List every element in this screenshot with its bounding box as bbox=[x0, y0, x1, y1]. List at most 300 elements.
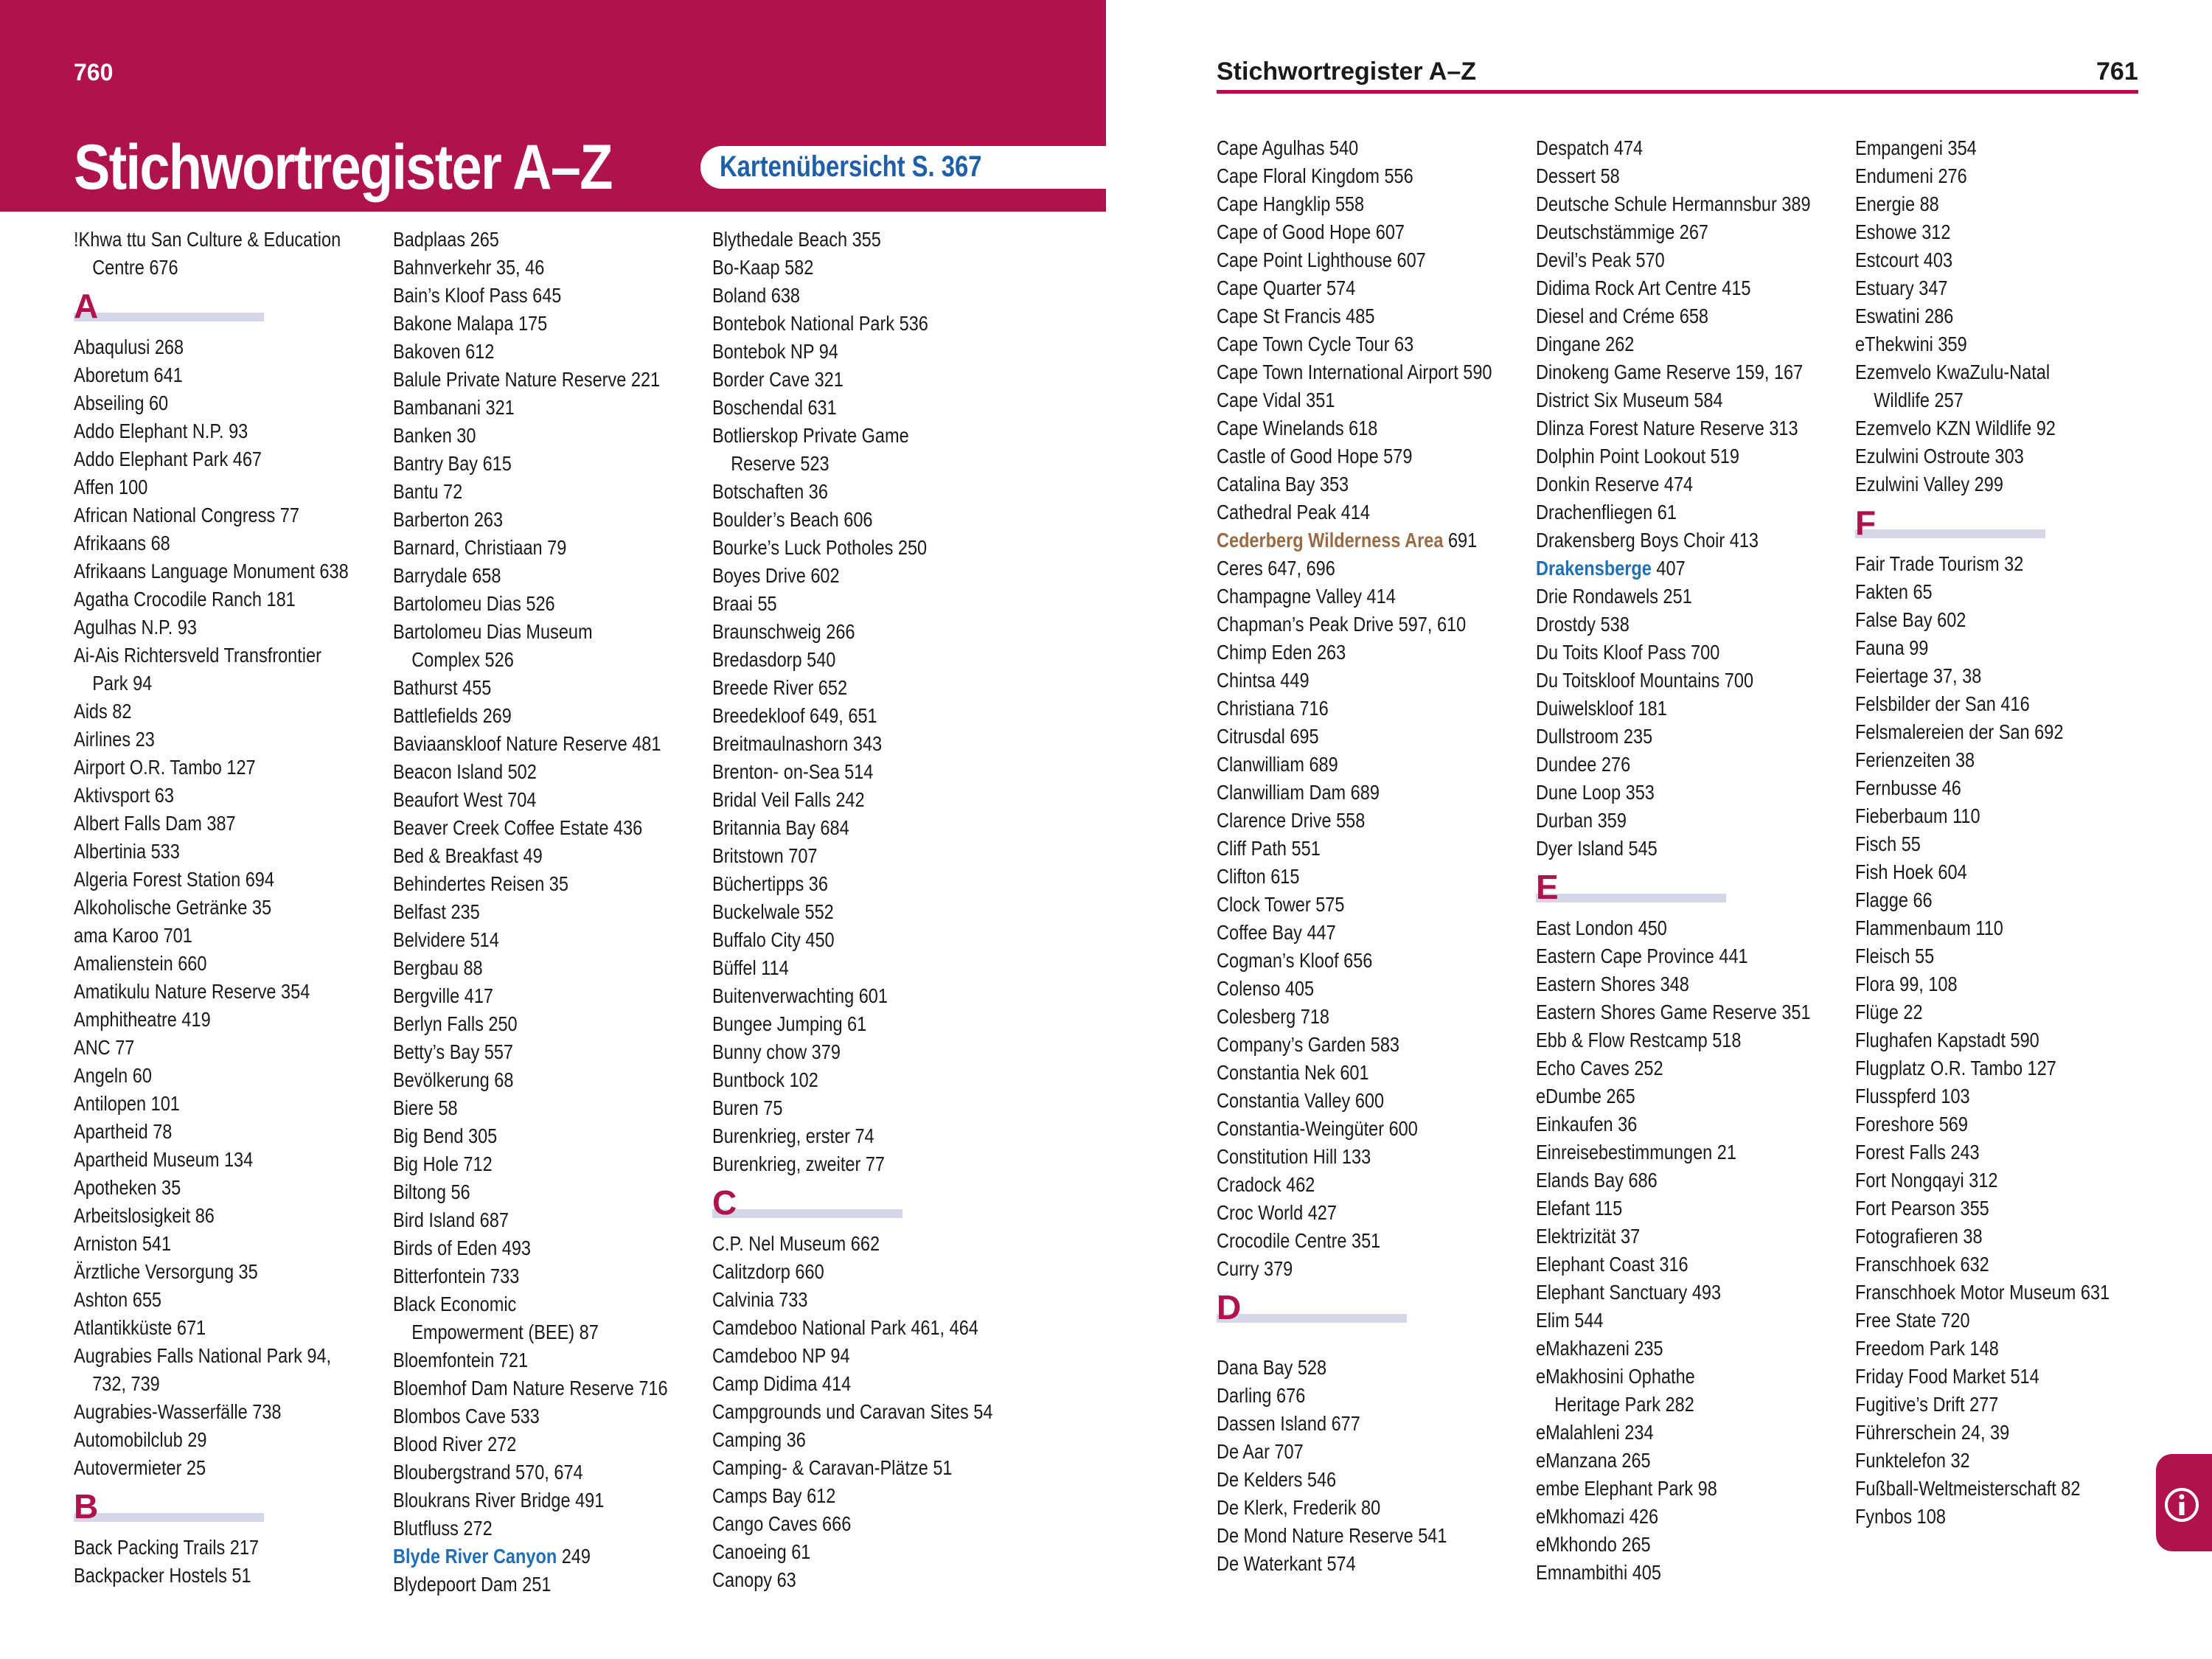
letter-heading-char: C bbox=[712, 1183, 737, 1222]
index-entry: Fort Pearson 355 bbox=[1855, 1197, 1989, 1220]
index-entry: Bloukrans River Bridge 491 bbox=[393, 1489, 605, 1512]
index-entry: Behindertes Reisen 35 bbox=[393, 872, 568, 895]
index-entry: Fauna 99 bbox=[1855, 636, 1929, 659]
index-entry: Burenkrieg, zweiter 77 bbox=[712, 1152, 886, 1175]
index-entry: Barberton 263 bbox=[393, 508, 504, 531]
index-entry: Blydepoort Dam 251 bbox=[393, 1573, 552, 1596]
index-entry: Cape Agulhas 540 bbox=[1217, 136, 1359, 159]
letter-heading-bar bbox=[712, 1209, 902, 1218]
index-entry: Bo-Kaap 582 bbox=[712, 256, 814, 279]
index-column-4 bbox=[1217, 134, 1534, 1578]
running-head: Stichwortregister A–Z bbox=[1217, 58, 1477, 86]
index-entry: Bantu 72 bbox=[393, 480, 463, 503]
index-entry: Felsmalereien der San 692 bbox=[1855, 720, 2064, 743]
index-entry: Dullstroom 235 bbox=[1536, 725, 1653, 748]
letter-heading bbox=[1536, 868, 1853, 911]
index-entry: Bitterfontein 733 bbox=[393, 1265, 520, 1287]
header-rule bbox=[1217, 90, 2138, 94]
index-entry-highlight: Blyde River Canyon bbox=[393, 1545, 557, 1568]
index-entry: !Khwa ttu San Culture & Education Centre 676 bbox=[74, 228, 341, 279]
letter-heading-char: F bbox=[1855, 504, 1877, 542]
index-entry: Braai 55 bbox=[712, 592, 777, 615]
index-entry: Britannia Bay 684 bbox=[712, 816, 849, 839]
index-entry: Bahnverkehr 35, 46 bbox=[393, 256, 545, 279]
index-entry: Augrabies-Wasserfälle 738 bbox=[74, 1400, 282, 1423]
index-entry: Bloemhof Dam Nature Reserve 716 bbox=[393, 1377, 668, 1399]
index-entry: Atlantikküste 671 bbox=[74, 1316, 206, 1339]
index-entry: Blutfluss 272 bbox=[393, 1517, 493, 1540]
letter-heading-char: B bbox=[74, 1487, 99, 1526]
index-entry: Coffee Bay 447 bbox=[1217, 921, 1336, 944]
index-entry: Bartolomeu Dias 526 bbox=[393, 592, 555, 615]
index-entry: Fleisch 55 bbox=[1855, 945, 1935, 967]
index-entry: Fair Trade Tourism 32 bbox=[1855, 552, 2024, 575]
index-entry: Forest Falls 243 bbox=[1855, 1141, 1980, 1164]
index-entry: Franschhoek 632 bbox=[1855, 1253, 1989, 1276]
index-entry: Afrikaans Language Monument 638 bbox=[74, 560, 349, 582]
index-entry: Addo Elephant N.P. 93 bbox=[74, 420, 248, 442]
letter-heading-char: A bbox=[74, 287, 99, 325]
index-entry: Einkaufen 36 bbox=[1536, 1113, 1638, 1135]
index-entry: Boschendal 631 bbox=[712, 396, 837, 419]
index-entry: Campgrounds und Caravan Sites 54 bbox=[712, 1400, 993, 1423]
index-entry: De Waterkant 574 bbox=[1217, 1552, 1356, 1575]
index-entry: Blythedale Beach 355 bbox=[712, 228, 881, 251]
index-entry: Ceres 647, 696 bbox=[1217, 557, 1335, 580]
index-entry: Camdeboo NP 94 bbox=[712, 1344, 850, 1367]
index-entry: Estuary 347 bbox=[1855, 276, 1948, 299]
index-entry: Barnard, Christiaan 79 bbox=[393, 536, 567, 559]
index-entry-pages: 249 bbox=[557, 1545, 591, 1568]
index-entry: Apartheid Museum 134 bbox=[74, 1148, 254, 1171]
index-entry: De Klerk, Frederik 80 bbox=[1217, 1496, 1381, 1519]
index-entry: Boulder’s Beach 606 bbox=[712, 508, 873, 531]
map-overview-label: Kartenübersicht S. 367 bbox=[720, 150, 982, 183]
index-entry: Constantia Nek 601 bbox=[1217, 1061, 1369, 1084]
index-entry: Breitmaulnashorn 343 bbox=[712, 732, 883, 755]
index-entry: Augrabies Falls National Park 94, 732, 739 bbox=[74, 1344, 332, 1395]
index-entry: Clarence Drive 558 bbox=[1217, 809, 1366, 832]
index-entry: Energie 88 bbox=[1855, 192, 1939, 215]
index-entry: Ezulwini Valley 299 bbox=[1855, 473, 2003, 495]
index-entry: Clifton 615 bbox=[1217, 865, 1300, 888]
index-entry: Border Cave 321 bbox=[712, 368, 844, 391]
index-entry: Flammenbaum 110 bbox=[1855, 917, 2003, 939]
index-entry: Flugplatz O.R. Tambo 127 bbox=[1855, 1057, 2056, 1079]
index-entry: Cape Floral Kingdom 556 bbox=[1217, 164, 1413, 187]
index-entry: Britstown 707 bbox=[712, 844, 818, 867]
index-entry: Curry 379 bbox=[1217, 1257, 1293, 1280]
index-entry: Beacon Island 502 bbox=[393, 760, 537, 783]
index-entry: Bontebok NP 94 bbox=[712, 340, 838, 363]
index-entry: Afrikaans 68 bbox=[74, 532, 170, 554]
index-entry: Cape Winelands 618 bbox=[1217, 417, 1378, 439]
index-entry: Friday Food Market 514 bbox=[1855, 1365, 2039, 1388]
letter-heading bbox=[712, 1183, 1029, 1227]
letter-heading-bar bbox=[1855, 529, 2045, 538]
index-entry: Cradock 462 bbox=[1217, 1173, 1315, 1196]
index-entry: East London 450 bbox=[1536, 917, 1667, 939]
index-entry: Breede River 652 bbox=[712, 676, 848, 699]
index-entry: Eastern Shores Game Reserve 351 bbox=[1536, 1001, 1811, 1023]
letter-heading-bar bbox=[1536, 894, 1726, 902]
index-entry: Agulhas N.P. 93 bbox=[74, 616, 197, 639]
index-entry: Cogman’s Kloof 656 bbox=[1217, 949, 1373, 972]
index-entry: Castle of Good Hope 579 bbox=[1217, 445, 1413, 467]
index-entry: Agatha Crocodile Ranch 181 bbox=[74, 588, 296, 611]
index-entry: Cape St Francis 485 bbox=[1217, 305, 1375, 327]
index-entry: Cathedral Peak 414 bbox=[1217, 501, 1370, 524]
index-entry: Elephant Sanctuary 493 bbox=[1536, 1281, 1722, 1304]
index-entry: Fakten 65 bbox=[1855, 580, 1933, 603]
index-entry: Albert Falls Dam 387 bbox=[74, 812, 236, 835]
index-entry: De Kelders 546 bbox=[1217, 1468, 1337, 1491]
index-entry: Fisch 55 bbox=[1855, 832, 1921, 855]
index-entry: Constantia Valley 600 bbox=[1217, 1089, 1385, 1112]
index-entry: Felsbilder der San 416 bbox=[1855, 692, 2030, 715]
index-entry: Aids 82 bbox=[74, 700, 132, 723]
index-entry: Bird Island 687 bbox=[393, 1208, 509, 1231]
index-entry: Crocodile Centre 351 bbox=[1217, 1229, 1381, 1252]
index-entry: Devil’s Peak 570 bbox=[1536, 248, 1665, 271]
index-entry: ANC 77 bbox=[74, 1036, 135, 1059]
index-entry: Flusspferd 103 bbox=[1855, 1085, 1970, 1107]
index-entry: eMakhosini Ophathe Heritage Park 282 bbox=[1536, 1365, 1695, 1416]
index-entry: Feiertage 37, 38 bbox=[1855, 664, 1982, 687]
index-entry: Chintsa 449 bbox=[1217, 669, 1310, 692]
letter-heading-char: D bbox=[1217, 1288, 1242, 1326]
index-entry: Automobilclub 29 bbox=[74, 1428, 207, 1451]
index-entry bbox=[393, 1543, 659, 1571]
index-entry: Bambanani 321 bbox=[393, 396, 515, 419]
index-entry: Betty’s Bay 557 bbox=[393, 1040, 513, 1063]
index-entry: Cape Quarter 574 bbox=[1217, 276, 1356, 299]
index-entry: Drostdy 538 bbox=[1536, 613, 1630, 636]
index-entry: Backpacker Hostels 51 bbox=[74, 1564, 251, 1587]
index-entry: Algeria Forest Station 694 bbox=[74, 868, 274, 891]
index-entry: Bathurst 455 bbox=[393, 676, 492, 699]
index-entry: Camping- & Caravan-Plätze 51 bbox=[712, 1456, 953, 1479]
index-entry-pages: 407 bbox=[1651, 557, 1686, 580]
index-entry: Didima Rock Art Centre 415 bbox=[1536, 276, 1751, 299]
index-entry: Ezemvelo KwaZulu-Natal Wildlife 257 bbox=[1855, 361, 2051, 411]
index-entry: Big Hole 712 bbox=[393, 1152, 493, 1175]
index-entry: Franschhoek Motor Museum 631 bbox=[1855, 1281, 2110, 1304]
index-entry: Flüge 22 bbox=[1855, 1001, 1923, 1023]
index-entry: Alkoholische Getränke 35 bbox=[74, 896, 272, 919]
index-entry: Flughafen Kapstadt 590 bbox=[1855, 1029, 2039, 1051]
index-entry: Cape Hangklip 558 bbox=[1217, 192, 1365, 215]
index-entry: eDumbe 265 bbox=[1536, 1085, 1635, 1107]
index-entry: Bain’s Kloof Pass 645 bbox=[393, 284, 562, 307]
index-entry: Elephant Coast 316 bbox=[1536, 1253, 1688, 1276]
index-entry: Ezemvelo KZN Wildlife 92 bbox=[1855, 417, 2056, 439]
index-entry: Du Toits Kloof Pass 700 bbox=[1536, 641, 1720, 664]
index-entry: eManzana 265 bbox=[1536, 1449, 1651, 1472]
index-entry: eThekwini 359 bbox=[1855, 333, 1967, 355]
index-entry: Dyer Island 545 bbox=[1536, 837, 1658, 860]
index-entry: Elim 544 bbox=[1536, 1309, 1604, 1332]
letter-heading bbox=[1855, 504, 2172, 547]
index-entry: Abaqulusi 268 bbox=[74, 335, 184, 358]
index-entry: Braunschweig 266 bbox=[712, 620, 855, 643]
index-entry: African National Congress 77 bbox=[74, 504, 299, 526]
index-entry: Buffalo City 450 bbox=[712, 928, 835, 951]
index-entry: Bartolomeu Dias Museum Complex 526 bbox=[393, 620, 593, 671]
index-entry: Buitenverwachting 601 bbox=[712, 984, 888, 1007]
index-entry: Dundee 276 bbox=[1536, 753, 1631, 776]
index-entry: Apartheid 78 bbox=[74, 1120, 173, 1143]
letter-heading bbox=[1217, 1288, 1534, 1351]
index-entry: Aboretum 641 bbox=[74, 364, 183, 386]
index-entry: Fieberbaum 110 bbox=[1855, 804, 1980, 827]
index-entry: Bloubergstrand 570, 674 bbox=[393, 1461, 583, 1484]
index-entry: Bergville 417 bbox=[393, 984, 493, 1007]
index-entry: Chapman’s Peak Drive 597, 610 bbox=[1217, 613, 1467, 636]
index-entry: Calvinia 733 bbox=[712, 1288, 808, 1311]
index-entry: Cape Point Lighthouse 607 bbox=[1217, 248, 1426, 271]
index-entry: Bakone Malapa 175 bbox=[393, 312, 548, 335]
index-entry: Flora 99, 108 bbox=[1855, 973, 1958, 995]
index-entry: Drakensberg Boys Choir 413 bbox=[1536, 529, 1759, 552]
info-side-tab[interactable] bbox=[2156, 1454, 2212, 1551]
index-entry: Calitzdorp 660 bbox=[712, 1260, 824, 1283]
index-entry: Baviaanskloof Nature Reserve 481 bbox=[393, 732, 661, 755]
index-entry: Führerschein 24, 39 bbox=[1855, 1421, 2010, 1444]
index-entry: Arniston 541 bbox=[74, 1232, 172, 1255]
index-entry: C.P. Nel Museum 662 bbox=[712, 1232, 880, 1255]
page-title: Stichwortregister A–Z bbox=[74, 132, 612, 203]
index-entry: Bredasdorp 540 bbox=[712, 648, 836, 671]
page-number-left: 760 bbox=[74, 59, 114, 86]
index-entry: Camping 36 bbox=[712, 1428, 806, 1451]
index-entry: Berlyn Falls 250 bbox=[393, 1012, 518, 1035]
index-entry: Chimp Eden 263 bbox=[1217, 641, 1346, 664]
index-entry: Eswatini 286 bbox=[1855, 305, 1954, 327]
index-entry: Arbeitslosigkeit 86 bbox=[74, 1204, 215, 1227]
index-entry: Breedekloof 649, 651 bbox=[712, 704, 877, 727]
index-entry: Buntbock 102 bbox=[712, 1068, 818, 1091]
index-entry: Company’s Garden 583 bbox=[1217, 1033, 1399, 1056]
index-entry: Boland 638 bbox=[712, 284, 801, 307]
index-entry: Fotografieren 38 bbox=[1855, 1225, 1983, 1248]
index-column-2 bbox=[393, 226, 710, 1599]
index-entry: Ai-Ais Richtersveld Transfrontier Park 94 bbox=[74, 644, 321, 695]
index-entry: Bridal Veil Falls 242 bbox=[712, 788, 865, 811]
index-entry: Fort Nongqayi 312 bbox=[1855, 1169, 1998, 1192]
index-entry: Botschaften 36 bbox=[712, 480, 828, 503]
index-entry: Dana Bay 528 bbox=[1217, 1356, 1327, 1379]
index-entry: Biere 58 bbox=[393, 1096, 458, 1119]
index-entry-pages: 691 bbox=[1443, 529, 1478, 552]
page-number-right: 761 bbox=[2096, 58, 2138, 86]
index-entry: Fynbos 108 bbox=[1855, 1505, 1946, 1528]
index-entry: Elektrizität 37 bbox=[1536, 1225, 1641, 1248]
index-entry: Ärztliche Versorgung 35 bbox=[74, 1260, 258, 1283]
index-entry: Bantry Bay 615 bbox=[393, 452, 512, 475]
index-entry: Emnambithi 405 bbox=[1536, 1561, 1661, 1584]
index-entry: District Six Museum 584 bbox=[1536, 389, 1723, 411]
index-entry-highlight: Cederberg Wilderness Area bbox=[1217, 529, 1444, 552]
index-entry: Cliff Path 551 bbox=[1217, 837, 1321, 860]
index-entry: Belvidere 514 bbox=[393, 928, 499, 951]
index-entry: Du Toitskloof Mountains 700 bbox=[1536, 669, 1754, 692]
index-entry: Black Economic Empowerment (BEE) 87 bbox=[393, 1293, 599, 1343]
index-entry: Cape Town Cycle Tour 63 bbox=[1217, 333, 1414, 355]
index-entry: Christiana 716 bbox=[1217, 697, 1329, 720]
index-entry: Duiwelskloof 181 bbox=[1536, 697, 1667, 720]
index-entry: Despatch 474 bbox=[1536, 136, 1644, 159]
letter-heading-char: E bbox=[1536, 868, 1559, 906]
index-entry: Champagne Valley 414 bbox=[1217, 585, 1396, 608]
index-entry-highlight: Drakensberge bbox=[1536, 557, 1652, 580]
index-entry: De Mond Nature Reserve 541 bbox=[1217, 1524, 1447, 1547]
index-entry: Bunny chow 379 bbox=[712, 1040, 841, 1063]
index-column-5 bbox=[1536, 134, 1853, 1587]
index-entry: Banken 30 bbox=[393, 424, 476, 447]
index-entry: Catalina Bay 353 bbox=[1217, 473, 1349, 495]
index-entry: Antilopen 101 bbox=[74, 1092, 180, 1115]
index-entry: Dolphin Point Lookout 519 bbox=[1536, 445, 1739, 467]
letter-heading-bar bbox=[74, 313, 264, 321]
index-entry: Dune Loop 353 bbox=[1536, 781, 1655, 804]
index-entry: Büffel 114 bbox=[712, 956, 789, 979]
index-entry: Echo Caves 252 bbox=[1536, 1057, 1663, 1079]
index-entry: Canoeing 61 bbox=[712, 1540, 811, 1563]
index-entry: Camdeboo National Park 461, 464 bbox=[712, 1316, 978, 1339]
index-entry: Colesberg 718 bbox=[1217, 1005, 1329, 1028]
index-entry: Abseiling 60 bbox=[74, 392, 169, 414]
index-entry: Biltong 56 bbox=[393, 1180, 470, 1203]
index-entry: Eshowe 312 bbox=[1855, 220, 1951, 243]
index-entry: Bergbau 88 bbox=[393, 956, 483, 979]
index-entry: Constantia-Weingüter 600 bbox=[1217, 1117, 1418, 1140]
index-entry: eMkhomazi 426 bbox=[1536, 1505, 1659, 1528]
index-entry: Blood River 272 bbox=[393, 1433, 517, 1455]
index-entry: Ashton 655 bbox=[74, 1288, 162, 1311]
index-entry: Bakoven 612 bbox=[393, 340, 495, 363]
index-entry: Beaver Creek Coffee Estate 436 bbox=[393, 816, 643, 839]
index-entry: ama Karoo 701 bbox=[74, 924, 192, 947]
index-entry: False Bay 602 bbox=[1855, 608, 1966, 631]
index-entry: Flagge 66 bbox=[1855, 888, 1933, 911]
index-entry: embe Elephant Park 98 bbox=[1536, 1477, 1717, 1500]
index-entry: Fernbusse 46 bbox=[1855, 776, 1961, 799]
index-entry: Airlines 23 bbox=[74, 728, 155, 751]
letter-heading-bar bbox=[1217, 1314, 1407, 1323]
index-entry: Büchertipps 36 bbox=[712, 872, 828, 895]
letter-heading-bar bbox=[74, 1513, 264, 1522]
index-entry: Fugitive’s Drift 277 bbox=[1855, 1393, 1999, 1416]
index-entry: Clock Tower 575 bbox=[1217, 893, 1345, 916]
index-entry: Empangeni 354 bbox=[1855, 136, 1977, 159]
index-entry: Affen 100 bbox=[74, 476, 148, 498]
index-entry: Back Packing Trails 217 bbox=[74, 1536, 260, 1559]
index-entry: Clanwilliam 689 bbox=[1217, 753, 1338, 776]
index-entry: Dassen Island 677 bbox=[1217, 1412, 1360, 1435]
index-entry: Dingane 262 bbox=[1536, 333, 1635, 355]
letter-heading bbox=[74, 1487, 391, 1531]
index-entry bbox=[1536, 554, 1802, 582]
index-entry: Einreisebestimmungen 21 bbox=[1536, 1141, 1736, 1164]
index-entry: eMalahleni 234 bbox=[1536, 1421, 1654, 1444]
index-entry: Ebb & Flow Restcamp 518 bbox=[1536, 1029, 1742, 1051]
index-entry: Bloemfontein 721 bbox=[393, 1349, 529, 1371]
index-entry: Blombos Cave 533 bbox=[393, 1405, 540, 1427]
index-entry: Dessert 58 bbox=[1536, 164, 1620, 187]
index-entry: De Aar 707 bbox=[1217, 1440, 1304, 1463]
header-band bbox=[0, 0, 1106, 212]
index-entry: Elands Bay 686 bbox=[1536, 1169, 1658, 1192]
index-entry: Amphitheatre 419 bbox=[74, 1008, 211, 1031]
index-entry: Durban 359 bbox=[1536, 809, 1627, 832]
index-entry: Endumeni 276 bbox=[1855, 164, 1967, 187]
index-entry: Deutschstämmige 267 bbox=[1536, 220, 1709, 243]
index-entry: Croc World 427 bbox=[1217, 1201, 1337, 1224]
index-entry: Camps Bay 612 bbox=[712, 1484, 836, 1507]
index-entry: Donkin Reserve 474 bbox=[1536, 473, 1694, 495]
index-entry: Drie Rondawels 251 bbox=[1536, 585, 1692, 608]
index-entry: Bontebok National Park 536 bbox=[712, 312, 928, 335]
index-entry: Cape Vidal 351 bbox=[1217, 389, 1335, 411]
index-entry: Cape Town International Airport 590 bbox=[1217, 361, 1492, 383]
index-entry: Dinokeng Game Reserve 159, 167 bbox=[1536, 361, 1804, 383]
letter-heading bbox=[74, 287, 391, 330]
index-entry: Camp Didima 414 bbox=[712, 1372, 852, 1395]
index-entry: Birds of Eden 493 bbox=[393, 1237, 531, 1259]
index-entry: Constitution Hill 133 bbox=[1217, 1145, 1371, 1168]
index-entry: Bungee Jumping 61 bbox=[712, 1012, 867, 1035]
index-entry: Diesel and Créme 658 bbox=[1536, 305, 1709, 327]
index-entry: Buren 75 bbox=[712, 1096, 783, 1119]
index-entry: Cape of Good Hope 607 bbox=[1217, 220, 1405, 243]
index-entry: Free State 720 bbox=[1855, 1309, 1970, 1332]
index-entry: Albertinia 533 bbox=[74, 840, 180, 863]
index-entry: Belfast 235 bbox=[393, 900, 480, 923]
index-entry: Badplaas 265 bbox=[393, 228, 499, 251]
index-entry: Estcourt 403 bbox=[1855, 248, 1953, 271]
index-entry: Cango Caves 666 bbox=[712, 1512, 852, 1535]
index-entry: Amatikulu Nature Reserve 354 bbox=[74, 980, 310, 1003]
index-entry: Colenso 405 bbox=[1217, 977, 1315, 1000]
index-entry: Clanwilliam Dam 689 bbox=[1217, 781, 1380, 804]
index-entry: Angeln 60 bbox=[74, 1064, 152, 1087]
index-entry: Apotheken 35 bbox=[74, 1176, 181, 1199]
index-entry: Ferienzeiten 38 bbox=[1855, 748, 1975, 771]
index-entry: Burenkrieg, erster 74 bbox=[712, 1124, 874, 1147]
index-entry: Battlefields 269 bbox=[393, 704, 512, 727]
index-entry: Beaufort West 704 bbox=[393, 788, 537, 811]
index-entry: Bourke’s Luck Potholes 250 bbox=[712, 536, 928, 559]
index-entry: Drachenfliegen 61 bbox=[1536, 501, 1677, 524]
index-entry: Dlinza Forest Nature Reserve 313 bbox=[1536, 417, 1798, 439]
index-entry bbox=[1217, 526, 1483, 554]
index-column-6 bbox=[1855, 134, 2172, 1531]
index-entry: Big Bend 305 bbox=[393, 1124, 498, 1147]
index-entry: Funktelefon 32 bbox=[1855, 1449, 1970, 1472]
index-entry: Ezulwini Ostroute 303 bbox=[1855, 445, 2024, 467]
index-entry: Canopy 63 bbox=[712, 1568, 796, 1591]
info-icon bbox=[2163, 1486, 2200, 1523]
index-entry: Botlierskop Private Game Reserve 523 bbox=[712, 424, 909, 475]
index-entry: Darling 676 bbox=[1217, 1384, 1306, 1407]
index-entry: Eastern Cape Province 441 bbox=[1536, 945, 1748, 967]
map-overview-link[interactable] bbox=[700, 146, 1106, 189]
index-entry: Amalienstein 660 bbox=[74, 952, 207, 975]
index-entry: Citrusdal 695 bbox=[1217, 725, 1319, 748]
index-entry: Barrydale 658 bbox=[393, 564, 501, 587]
index-entry: Aktivsport 63 bbox=[74, 784, 174, 807]
